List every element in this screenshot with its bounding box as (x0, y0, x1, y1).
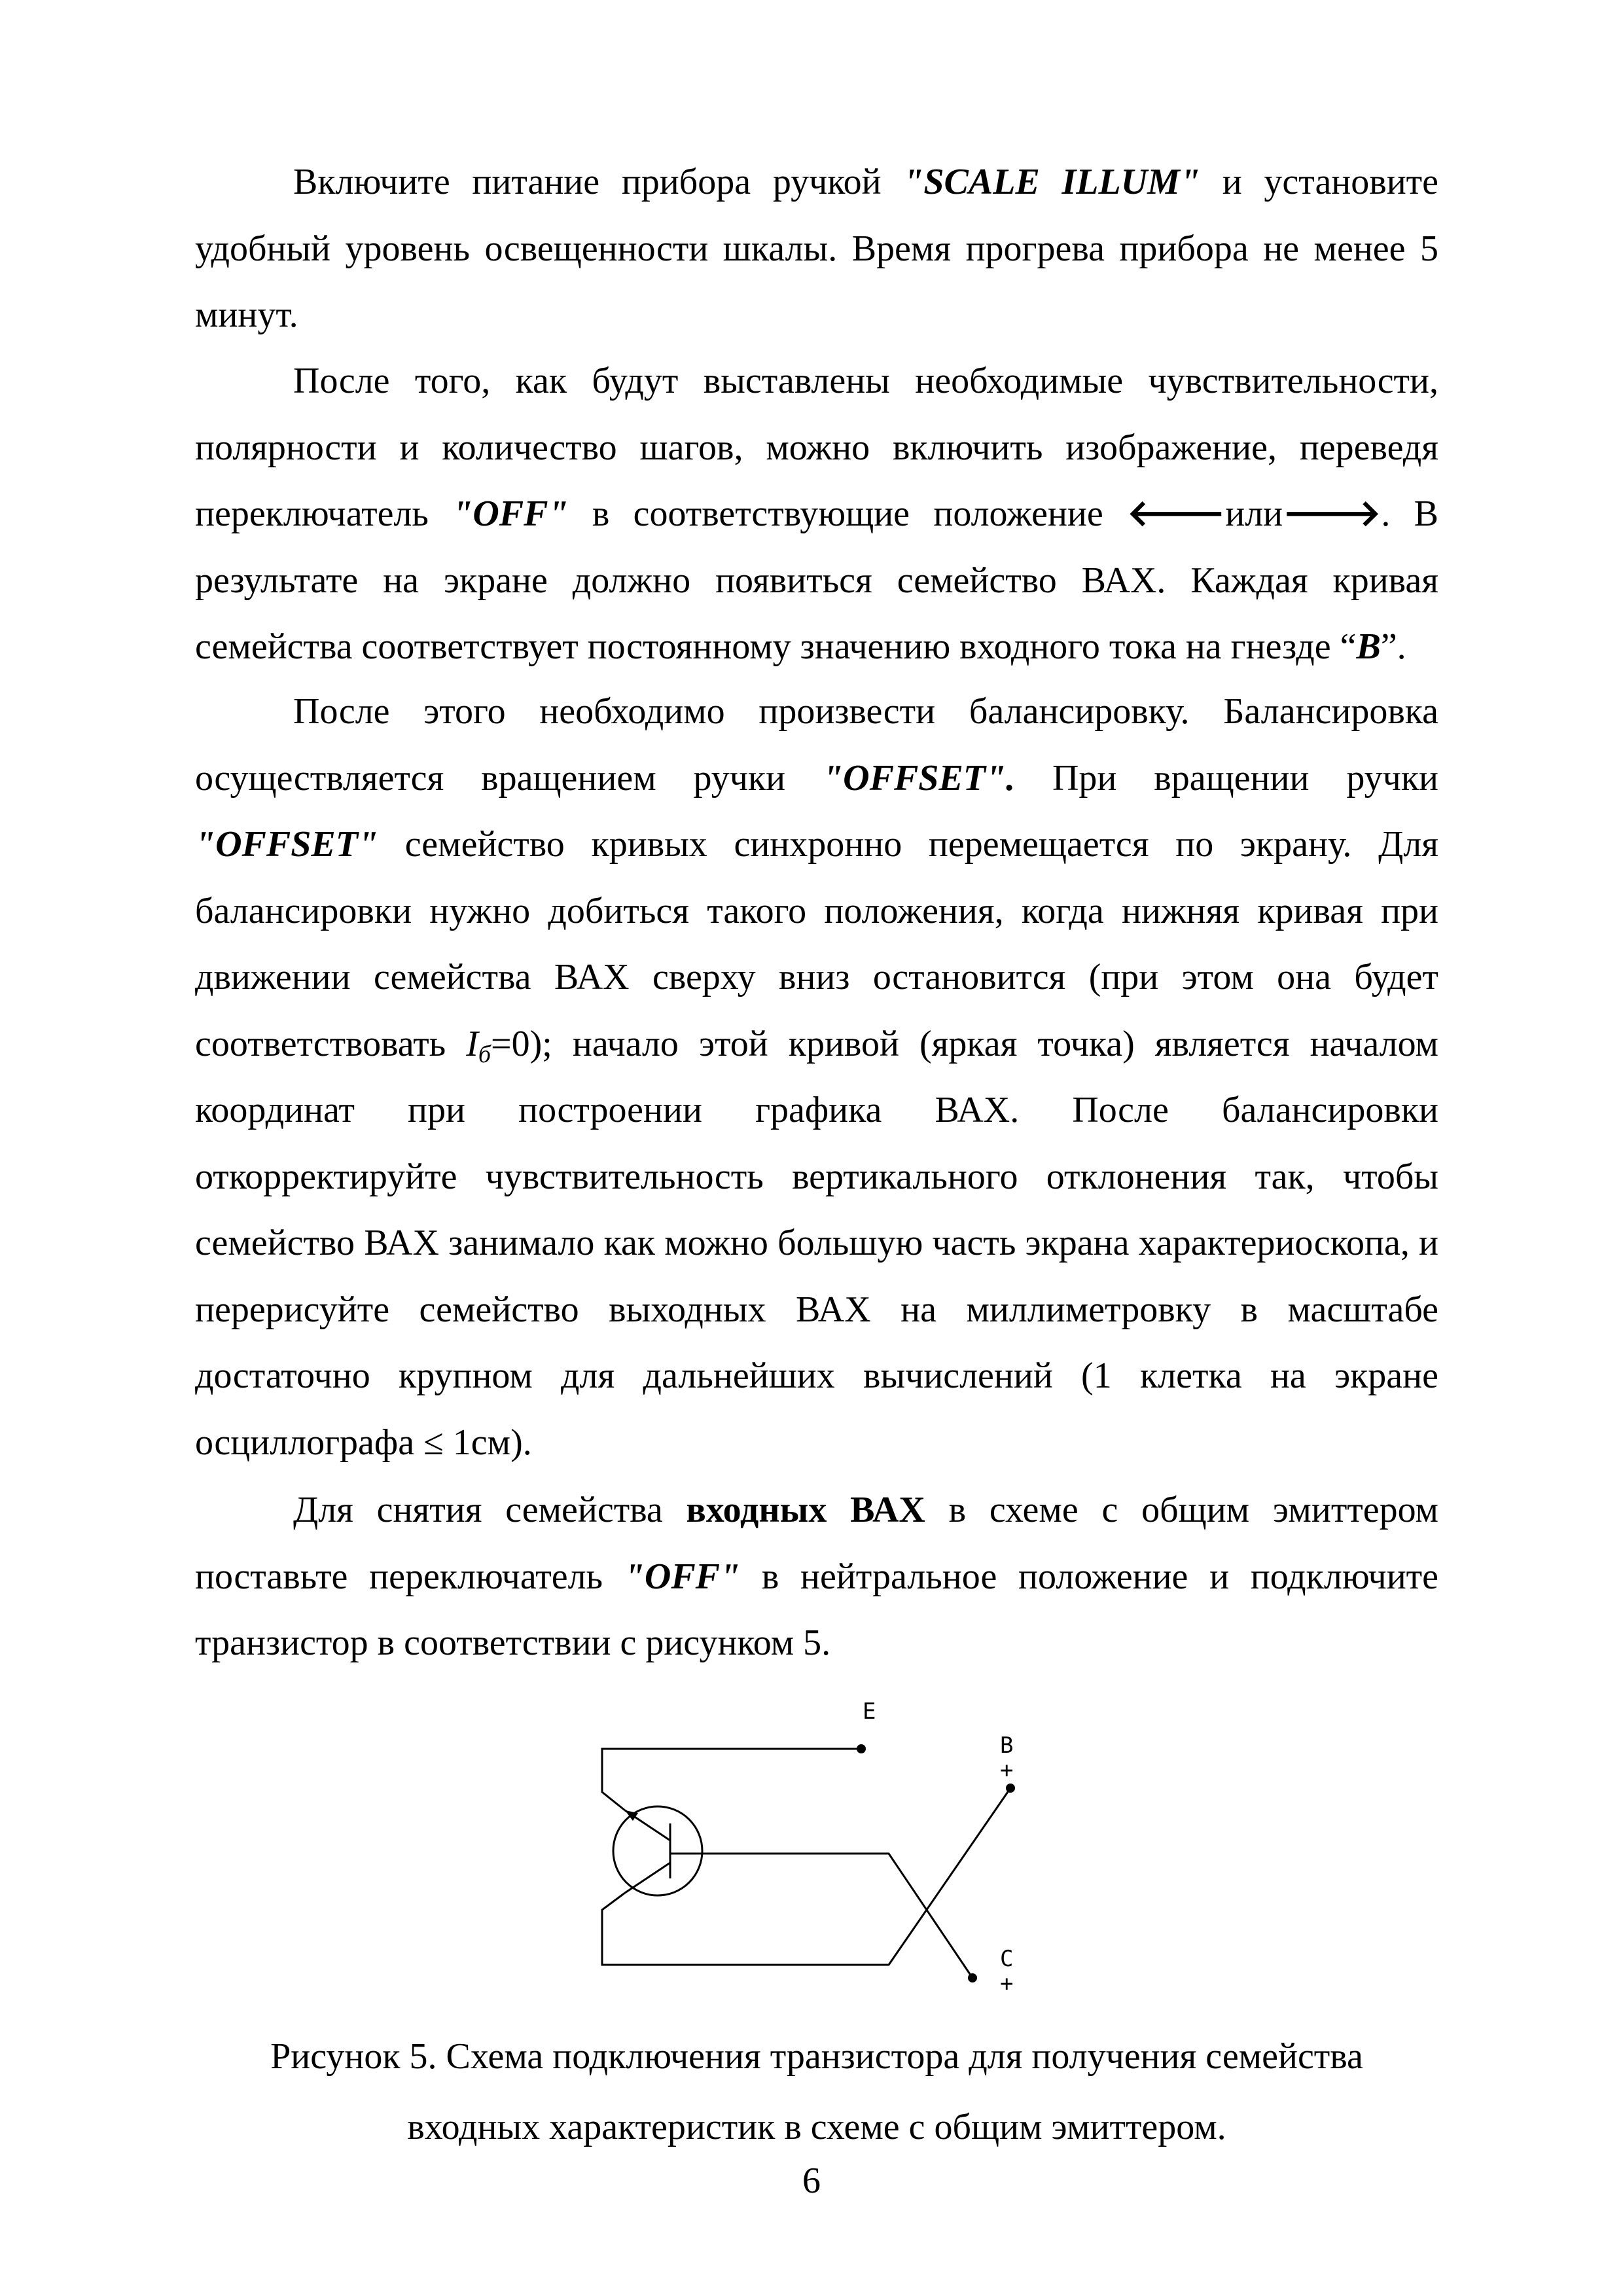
terminal-b (1006, 1784, 1015, 1793)
caption-line-1: Рисунок 5. Схема подключения транзистора для получения семейства (270, 2036, 1363, 2077)
label-b-polarity: + (1000, 1757, 1014, 1784)
base-current-symbol: I (466, 1023, 478, 1064)
terminal-e (857, 1744, 866, 1753)
figure-caption (195, 2021, 1438, 2162)
label-c-polarity: + (1000, 1971, 1014, 1997)
offset-knob-name: "OFFSET". (823, 757, 1016, 798)
off-switch-name: "OFF" (452, 493, 569, 534)
schematic-svg (589, 1695, 1080, 2009)
paragraph-enable-display: После того, как будут выставлены необходимые чувствительности, полярности и количество шагов, можно включить изображение, переведя переключатель "OFF" в соответствующие положение 🡐или🡒. В результате на экране должно появиться семейство ВАХ. Каждая кривая семейства соответствует постоянному значению входного тока на гнезде “B”. (195, 361, 1438, 667)
page-number: 6 (802, 2161, 821, 2201)
paragraph-power-on: Включите питание прибора ручкой "SCALE ILLUM" и установите удобный уровень освещенности шкалы. Время прогрева прибора не менее 5 минут. (195, 162, 1439, 335)
label-c: C (1000, 1946, 1014, 1972)
collector-wire (602, 1788, 1010, 1965)
scale-illum-knob-name: "SCALE ILLUM" (903, 162, 1201, 202)
paragraph-input-characteristics: Для снятия семейства входных ВАХ в схеме с общим эмиттером поставьте переключатель "OFF" в нейтральное положение и подключите транзистор в соответствии с рисунком 5. (195, 1490, 1438, 1663)
caption-line-2: входных характеристик в схеме с общим эмиттером. (407, 2107, 1226, 2147)
transistor-connection-diagram (589, 1695, 1080, 2009)
off-switch-name: "OFF" (624, 1556, 741, 1597)
emitter-wire (602, 1749, 861, 1810)
arrow-left-icon: 🡐 (1127, 493, 1226, 534)
transistor-collector-lead (625, 1863, 670, 1893)
offset-knob-name: "OFFSET" (195, 824, 379, 865)
bold-phrase: входных ВАХ (686, 1490, 925, 1530)
label-e: E (863, 1698, 876, 1725)
base-current-subscript: б (478, 1040, 491, 1068)
terminal-c (968, 1973, 977, 1982)
transistor-body (613, 1806, 702, 1895)
paragraph-balancing: После этого необходимо произвести балансировку. Балансировка осуществляется вращением ручки "OFFSET". При вращении ручки "OFFSET" семейство кривых синхронно перемещается по экрану. Для балансировки нужно добиться такого положения, когда нижняя кривая при движении семейства ВАХ сверху вниз остановится (при этом она будет соответствовать $I_б=0$); начало этой кривой (яркая точка) является началом координат при построении графика ВАХ. После балансировки откорректируйте чувствительность вертикального отклонения так, чтобы семейство ВАХ занимало как можно большую часть экрана характериоскопа, и перерисуйте семейство выходных ВАХ на миллиметровку в масштабе достаточно крупном для дальнейших вычислений (1 клетка на экране осциллографа ≤ 1см). (195, 691, 1438, 1463)
base-wire (670, 1854, 972, 1978)
arrow-right-icon: 🡒 (1283, 493, 1382, 534)
label-b: B (1000, 1732, 1014, 1759)
socket-b-name: B (1356, 626, 1381, 667)
